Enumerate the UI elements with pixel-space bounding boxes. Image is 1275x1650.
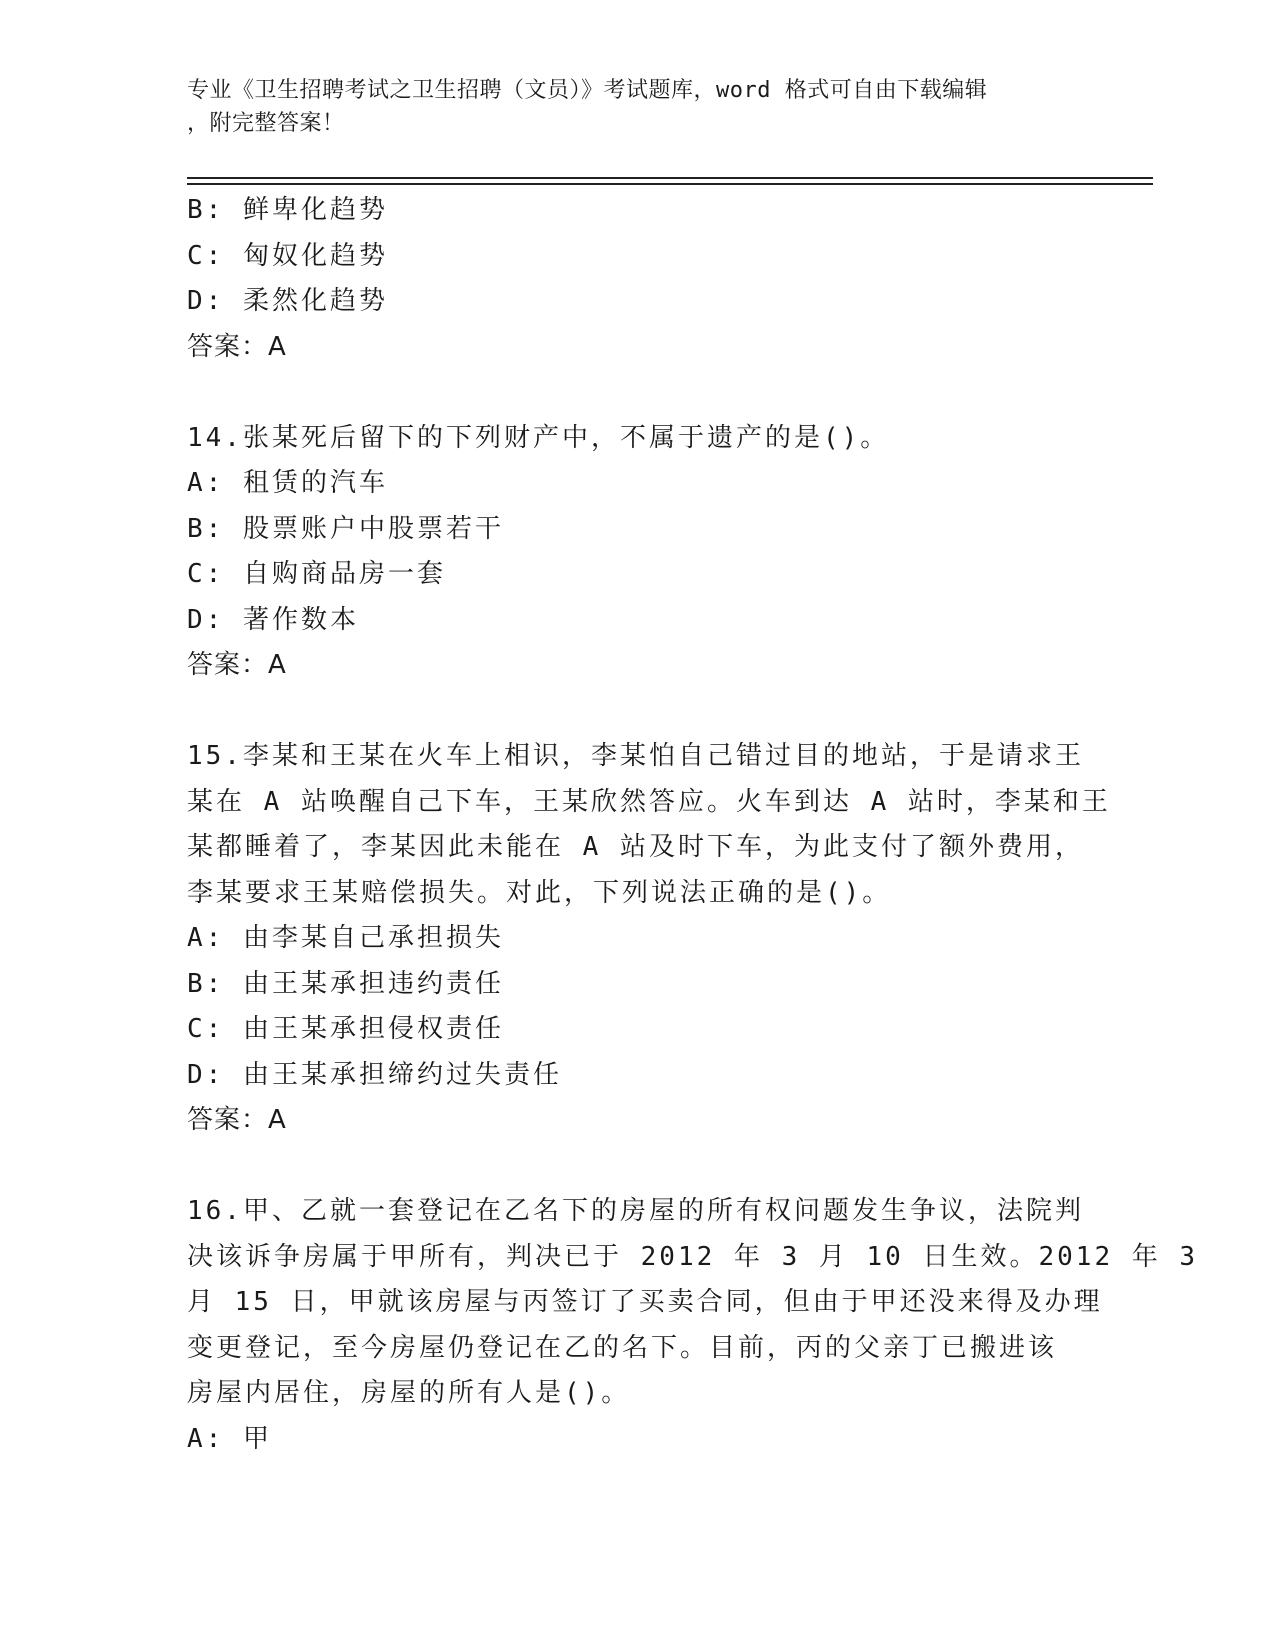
question-text-line: 某都睡着了，李某因此未能在 A 站及时下车，为此支付了额外费用， bbox=[187, 832, 1084, 862]
question-text-line: 房屋内居住，房屋的所有人是()。 bbox=[187, 1378, 631, 1408]
question-text-line: 李某要求王某赔偿损失。对此，下列说法正确的是()。 bbox=[187, 877, 892, 908]
question-text-line: 月 15 日，甲就该房屋与丙签订了买卖合同，但由于甲还没来得及办理 bbox=[187, 1287, 1103, 1317]
option-a: A: 由李某自己承担损失 bbox=[187, 923, 504, 953]
option-d: D: 著作数本 bbox=[187, 604, 359, 635]
page-header bbox=[187, 74, 1067, 140]
header-line-1: 专业《卫生招聘考试之卫生招聘（文员）》考试题库，word 格式可自由下载编辑 bbox=[187, 78, 988, 103]
option-c: C: 匈奴化趋势 bbox=[187, 240, 388, 271]
spacer bbox=[187, 370, 1087, 416]
question-text: 14.张某死后留下的下列财产中，不属于遗产的是()。 bbox=[187, 422, 890, 453]
question-text-line: 16.甲、乙就一套登记在乙名下的房屋的所有权问题发生争议，法院判 bbox=[187, 1196, 1084, 1226]
header-line-2: ，附完整答案！ bbox=[187, 111, 345, 136]
option-a: A: 租赁的汽车 bbox=[187, 468, 388, 498]
question-13 bbox=[187, 188, 1087, 370]
spacer bbox=[187, 689, 1087, 735]
answer-label: 答案：A bbox=[187, 650, 287, 680]
question-16 bbox=[187, 1189, 1199, 1462]
question-text-line: 变更登记，至今房屋仍登记在乙的名下。目前，丙的父亲丁已搬进该 bbox=[187, 1332, 1058, 1363]
question-content bbox=[187, 188, 1199, 1462]
answer-label: 答案：A bbox=[187, 1105, 287, 1135]
option-b: B: 由王某承担违约责任 bbox=[187, 968, 504, 999]
option-c: C: 由王某承担侵权责任 bbox=[187, 1014, 504, 1044]
option-d: D: 柔然化趋势 bbox=[187, 286, 388, 316]
option-c: C: 自购商品房一套 bbox=[187, 559, 446, 589]
question-text-line: 决该诉争房属于甲所有，判决已于 2012 年 3 月 10 日生效。2012 年 3 bbox=[187, 1241, 1199, 1272]
option-b: B: 鲜卑化趋势 bbox=[187, 195, 388, 225]
question-14 bbox=[187, 416, 1087, 689]
question-text-line: 某在 A 站唤醒自己下车，王某欣然答应。火车到达 A 站时，李某和王 bbox=[187, 786, 1111, 817]
header-divider-top bbox=[187, 177, 1153, 179]
answer-label: 答案：A bbox=[187, 331, 287, 362]
question-text-line: 15.李某和王某在火车上相识，李某怕自己错过目的地站，于是请求王 bbox=[187, 741, 1084, 771]
header-divider-bottom bbox=[187, 183, 1153, 185]
option-b: B: 股票账户中股票若干 bbox=[187, 513, 504, 544]
spacer bbox=[187, 1144, 1087, 1190]
option-a: A: 甲 bbox=[187, 1423, 272, 1454]
option-d: D: 由王某承担缔约过失责任 bbox=[187, 1059, 562, 1090]
question-15 bbox=[187, 734, 1111, 1144]
